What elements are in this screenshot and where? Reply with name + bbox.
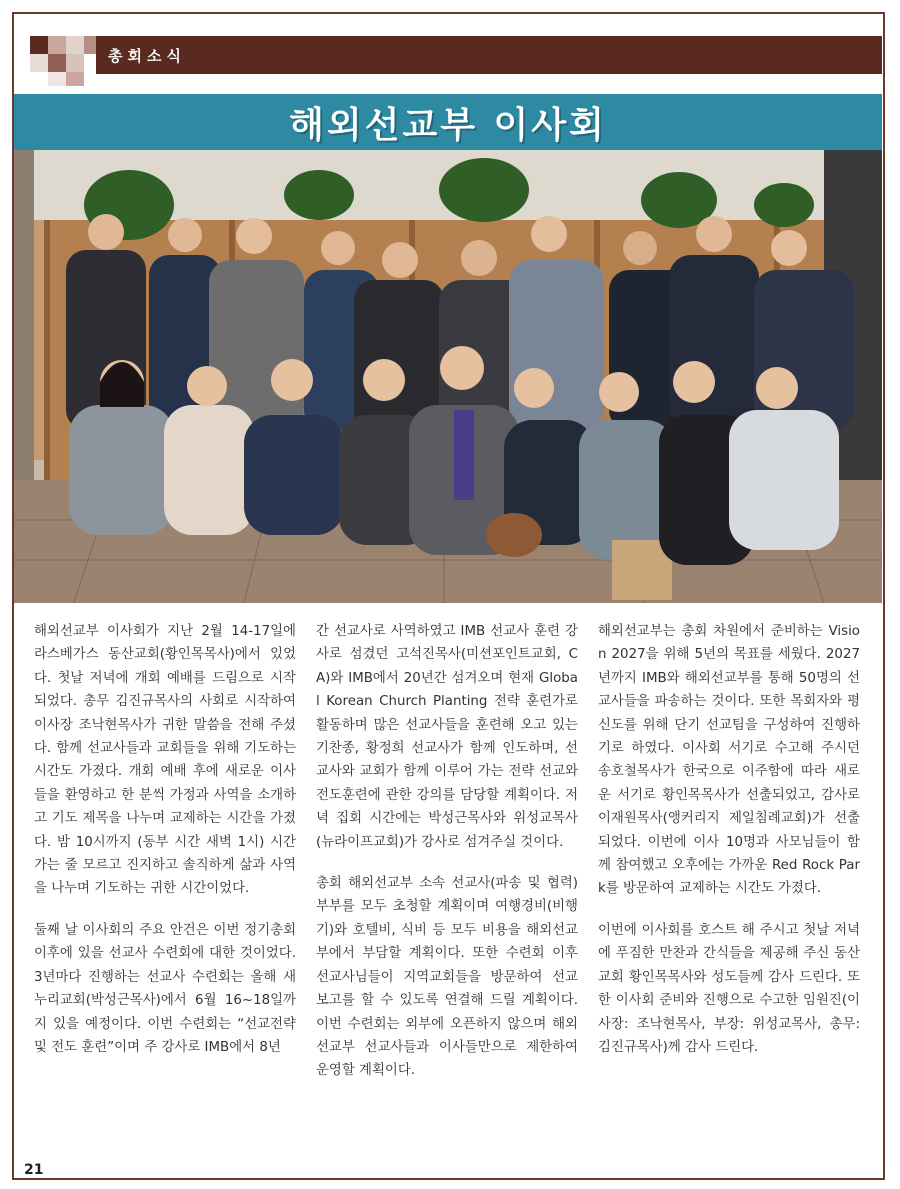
mosaic-square bbox=[48, 72, 66, 86]
article-column-2 bbox=[316, 620, 578, 1101]
group-photo bbox=[14, 150, 882, 603]
mosaic-square bbox=[30, 36, 48, 54]
section-header-bar bbox=[96, 36, 882, 74]
mosaic-square bbox=[48, 36, 66, 54]
paragraph: 총회 해외선교부 소속 선교사(파송 및 협력) 부부를 모두 초청할 계획이며 여행경비(비행기)와 호텔비, 식비 등 모두 비용을 해외선교부에서 부담할 계획이다. 또한 수련회 이후 선교사님들이 지역교회들을 방문하여 선교 보고를 할 수 있도록 연결해 드릴 계획이다. 이번 수련회는 외부에 오픈하지 않으며 해외선교부 선교사들과 이사들만으로 제한하여 운영할 계획이다. bbox=[316, 876, 578, 1079]
mosaic-square bbox=[66, 36, 84, 54]
mosaic-square bbox=[48, 54, 66, 72]
paragraph: 간 선교사로 사역하였고 IMB 선교사 훈련 강사로 섬겼던 고석진목사(미션포인트교회, CA)와 IMB에서 20년간 섬겨오며 현재 Global Korean Church Planting 전략 훈련가로 활동하며 많은 선교사들을 훈련해 오고 있는 기찬종, 황정희 선교사가 함께 인도하며, 선교사와 교회가 함께 이루어 가는 전략 선교와 전도훈련에 관한 강의를 담당할 계획이다. 저녁 집회 시간에는 박성근목사와 위성교목사(뉴라이프교회)가 강사로 섬겨주실 것이다. bbox=[316, 624, 578, 850]
article-column-1 bbox=[34, 620, 296, 1077]
paragraph: 둘째 날 이사회의 주요 안건은 이번 정기총회 이후에 있을 선교사 수련회에 대한 것이었다. 3년마다 진행하는 선교사 수련회는 올해 새누리교회(박성근목사)에서 6월 16~18일까지 있을 예정이다. 이번 수련회는 “선교전략 및 전도 훈련”이며 주 강사로 IMB에서 8년 bbox=[34, 922, 296, 1055]
paragraph: 이번에 이사회를 호스트 해 주시고 첫날 저녁에 푸짐한 만찬과 간식들을 제공해 주신 동산교회 황인목목사와 성도들께 감사 드린다. 또한 이사회 준비와 진행으로 수고한 임원진(이사장: 조낙현목사, 부장: 위성교목사, 총무: 김진규목사)께 감사 드린다. bbox=[598, 922, 860, 1055]
article-column-3 bbox=[598, 620, 860, 1077]
section-label: 총회소식 bbox=[108, 47, 186, 65]
group-photo-icon bbox=[14, 150, 882, 603]
mosaic-square bbox=[30, 54, 48, 72]
page-title: 해외선교부 이사회 bbox=[289, 104, 607, 146]
paragraph: 해외선교부 이사회가 지난 2월 14-17일에 라스베가스 동산교회(황인목목사)에서 있었다. 첫날 저녁에 개회 예배를 드림으로 시작되었다. 총무 김진규목사의 사회로 시작하여 이사장 조낙현목사가 귀한 말씀을 전해 주셨다. 함께 선교사들과 교회들을 위해 기도하는 시간도 가졌다. 개회 예배 후에 새로운 이사들을 환영하고 한 분씩 가정과 사역을 소개하고 기도 제목을 나누며 교제하는 시간을 가졌다. 밤 10시까지 (동부 시간 새벽 1시) 시간 가는 줄 모르고 진지하고 솔직하게 삶과 사역을 나누며 기도하는 귀한 시간이었다. bbox=[34, 624, 296, 897]
mosaic-square bbox=[66, 54, 84, 72]
paragraph: 해외선교부는 총회 차원에서 준비하는 Vision 2027을 위해 5년의 목표를 세웠다. 2027년까지 IMB와 해외선교부를 통해 50명의 선교사들을 파송하는 것이다. 또한 목회자와 평신도를 위해 단기 선교팀을 구성하여 진행하기로 하였다. 이사회 서기로 수고해 주시던 송호철목사가 한국으로 이주함에 따라 새로운 서기로 황인목목사가 선출되었고, 감사로 이재원목사(앵커리지 제일침례교회)가 선출되었다. 이번에 이사 10명과 사모님들이 함께 참여했고 오후에는 가까운 Red Rock Park를 방문하여 교제하는 시간도 가졌다. bbox=[598, 624, 860, 897]
mosaic-square bbox=[66, 72, 84, 86]
title-band bbox=[14, 94, 882, 150]
mosaic-square bbox=[84, 36, 96, 54]
page-number: 21 bbox=[24, 1162, 44, 1178]
